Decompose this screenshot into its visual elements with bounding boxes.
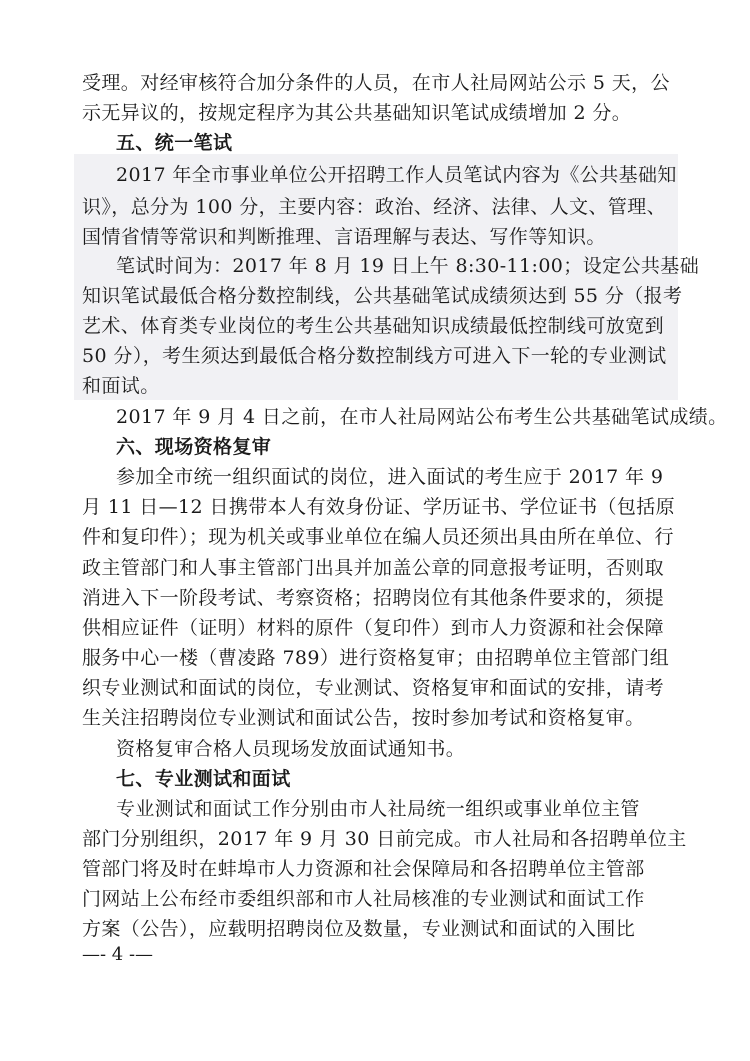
- paragraph-line: 2017 年 9 月 4 日之前，在市人社局网站公布考生公共基础笔试成绩。: [116, 406, 728, 428]
- section-heading: 五、统一笔试: [116, 132, 233, 154]
- section-heading: 七、专业测试和面试: [116, 768, 291, 790]
- paragraph-line: 受理。对经审核符合加分条件的人员，在市人社局网站公示 5 天，公: [82, 72, 670, 94]
- paragraph-line: 织专业测试和面试的岗位，专业测试、资格复审和面试的安排，请考: [82, 677, 665, 699]
- paragraph-line: 消进入下一阶段考试、考察资格；招聘岗位有其他条件要求的，须提: [82, 587, 665, 609]
- page-number: —- 4 -—: [82, 944, 154, 965]
- paragraph-line: 和面试。: [82, 375, 160, 397]
- paragraph-line: 笔试时间为：2017 年 8 月 19 日上午 8:30-11:00；设定公共基础: [116, 255, 700, 277]
- paragraph-line: 知识笔试最低合格分数控制线，公共基础笔试成绩须达到 55 分（报考: [82, 285, 683, 307]
- paragraph-line: 政主管部门和人事主管部门出具并加盖公章的同意报考证明，否则取: [82, 557, 665, 579]
- paragraph-line: 供相应证件（证明）材料的原件（复印件）到市人力资源和社会保障: [82, 617, 665, 639]
- paragraph-line: 管部门将及时在蚌埠市人力资源和社会保障局和各招聘单位主管部: [82, 858, 645, 880]
- paragraph-line: 50 分），考生须达到最低合格分数控制线方可进入下一轮的专业测试: [82, 345, 667, 367]
- paragraph-line: 月 11 日—12 日携带本人有效身份证、学历证书、学位证书（包括原: [82, 496, 676, 518]
- paragraph-line: 部门分别组织，2017 年 9 月 30 日前完成。市人社局和各招聘单位主: [82, 828, 687, 850]
- paragraph-line: 件和复印件）；现为机关或事业单位在编人员还须出具由所在单位、行: [82, 526, 674, 548]
- paragraph-line: 2017 年全市事业单位公开招聘工作人员笔试内容为《公共基础知: [116, 164, 677, 186]
- paragraph-line: 方案（公告），应载明招聘岗位及数量，专业测试和面试的入围比: [82, 918, 636, 940]
- section-heading: 六、现场资格复审: [116, 436, 272, 458]
- paragraph-line: 国情省情等常识和判断推理、言语理解与表达、写作等知识。: [82, 226, 606, 248]
- paragraph-line: 生关注招聘岗位专业测试和面试公告，按时参加考试和资格复审。: [82, 707, 645, 729]
- paragraph-line: 资格复审合格人员现场发放面试通知书。: [116, 738, 466, 760]
- paragraph-line: 示无异议的，按规定程序为其公共基础知识笔试成绩增加 2 分。: [82, 102, 632, 124]
- paragraph-line: 门网站上公布经市委组织部和市人社局核准的专业测试和面试工作: [82, 888, 645, 910]
- paragraph-line: 专业测试和面试工作分别由市人社局统一组织或事业单位主管: [116, 798, 640, 820]
- paragraph-line: 参加全市统一组织面试的岗位，进入面试的考生应于 2017 年 9: [116, 466, 664, 488]
- paragraph-line: 服务中心一楼（曹凌路 789）进行资格复审；由招聘单位主管部门组: [82, 647, 670, 669]
- paragraph-line: 识》，总分为 100 分，主要内容：政治、经济、法律、人文、管理、: [82, 196, 667, 218]
- paragraph-line: 艺术、体育类专业岗位的考生公共基础知识成绩最低控制线可放宽到: [82, 315, 665, 337]
